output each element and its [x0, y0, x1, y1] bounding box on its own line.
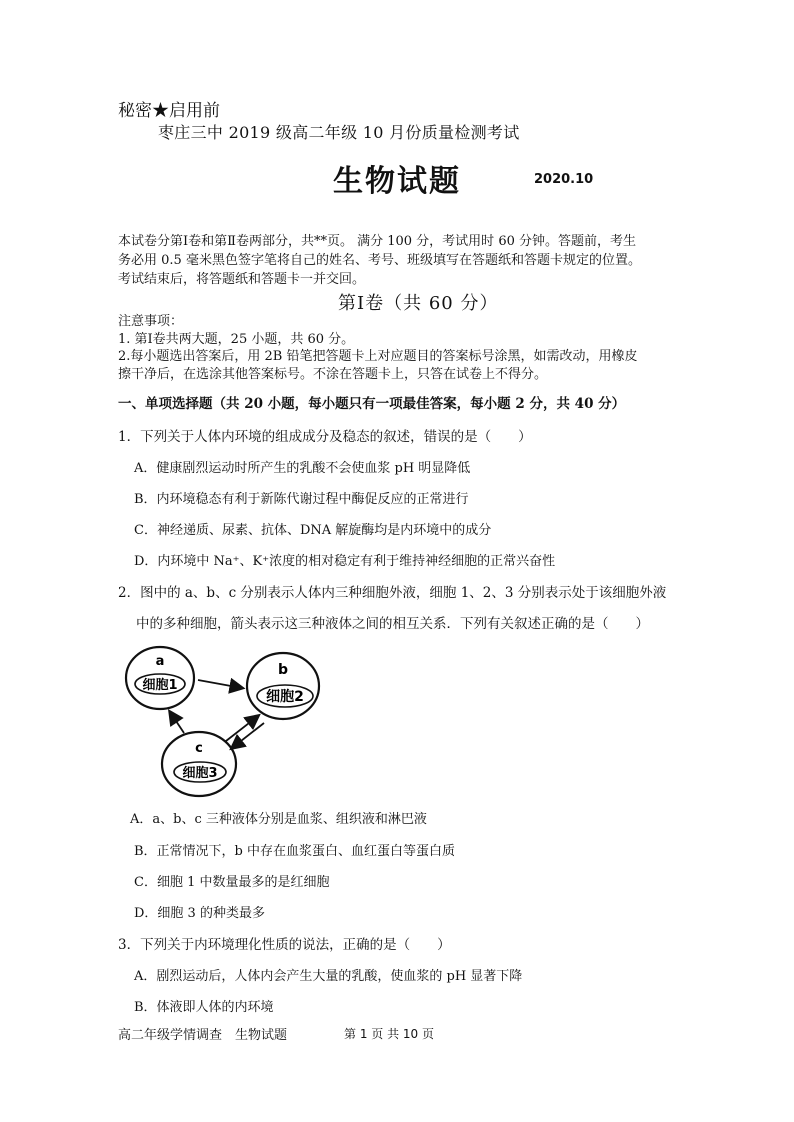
- question-2-option-b: B．正常情况下，b 中存在血浆蛋白、血红蛋白等蛋白质: [134, 844, 456, 859]
- confidential-label: 秘密★启用前: [118, 101, 220, 121]
- question-1-option-a: A．健康剧烈运动时所产生的乳酸不会使血浆 pH 明显降低: [134, 461, 471, 476]
- question-1-option-b: B．内环境稳态有利于新陈代谢过程中酶促反应的正常进行: [134, 492, 469, 507]
- page-number: 第 1 页 共 10 页: [344, 1027, 434, 1041]
- notes: [118, 313, 638, 383]
- question-2-stem-continued: 中的多种细胞，箭头表示这三种液体之间的相互关系．下列有关叙述正确的是（ ）: [136, 616, 649, 632]
- question-1-stem: 1．下列关于人体内环境的组成成分及稳态的叙述，错误的是（ ）: [118, 429, 532, 445]
- subject-title: 生物试题: [333, 164, 461, 199]
- arrow-c-to-a: [170, 712, 184, 733]
- fluid-c-label: c: [195, 741, 203, 756]
- question-3-option-a: A．剧烈运动后，人体内会产生大量的乳酸，使血浆的 pH 显著下降: [134, 969, 523, 984]
- question-2-option-a: A．a、b、c 三种液体分别是血浆、组织液和淋巴液: [130, 812, 427, 827]
- exam-instructions: [118, 232, 688, 289]
- instruction-line: 本试卷分第Ⅰ卷和第Ⅱ卷两部分，共**页。 满分 100 分，考试用时 60 分钟。答题前，考生: [118, 234, 636, 249]
- arrow-a-to-b: [198, 680, 242, 688]
- question-2-stem: 2．图中的 a、b、c 分别表示人体内三种细胞外液，细胞 1、2、3 分别表示处于该细胞外液: [118, 585, 667, 601]
- footer-title: 高二年级学情调查 生物试题: [118, 1028, 288, 1043]
- arrow-b-to-c: [232, 723, 264, 748]
- fluid-b-label: b: [277, 662, 289, 678]
- notes-item: 1. 第Ⅰ卷共两大题，25 小题，共 60 分。: [118, 331, 355, 347]
- notes-item: 擦干净后，在选涂其他答案标号。不涂在答题卡上，只答在试卷上不得分。: [118, 366, 548, 382]
- section1-heading: 一、单项选择题（共 20 小题，每小题只有一项最佳答案，每小题 2 分，共 40 分）: [118, 396, 626, 412]
- part1-title: 第Ⅰ卷（共 60 分）: [338, 293, 499, 314]
- instruction-line: 考试结束后，将答题纸和答题卡一并交回。: [118, 272, 366, 287]
- question-3-option-b: B．体液即人体的内环境: [134, 1000, 274, 1015]
- exam-title: 枣庄三中 2019 级高二年级 10 月份质量检测考试: [158, 123, 520, 142]
- instruction-line: 务必用 0.5 毫米黑色签字笔将自己的姓名、考号、班级填写在答题纸和答题卡规定的位置。: [118, 253, 641, 268]
- question-3-stem: 3．下列关于内环境理化性质的说法，正确的是（ ）: [118, 937, 451, 953]
- notes-item: 2.每小题选出答案后，用 2B 铅笔把答题卡上对应题目的答案标号涂黑，如需改动，用橡皮: [118, 349, 638, 364]
- fluid-a-label: a: [155, 654, 165, 669]
- question-2-option-c: C．细胞 1 中数量最多的是红细胞: [134, 875, 330, 890]
- cell2-label: 细胞2: [266, 689, 304, 705]
- arrow-c-to-b: [226, 716, 258, 741]
- question-1-option-d: D．内环境中 Na⁺、K⁺浓度的相对稳定有利于维持神经细胞的正常兴奋性: [134, 554, 556, 569]
- question-2-option-d: D．细胞 3 的种类最多: [134, 906, 265, 921]
- question-1-option-c: C．神经递质、尿素、抗体、DNA 解旋酶均是内环境中的成分: [134, 523, 492, 538]
- cell1-label: 细胞1: [142, 678, 178, 693]
- exam-date: 2020.10: [534, 172, 594, 187]
- notes-heading: 注意事项：: [118, 314, 184, 329]
- body-fluid-diagram: [124, 640, 324, 802]
- cell3-label: 细胞3: [182, 766, 218, 781]
